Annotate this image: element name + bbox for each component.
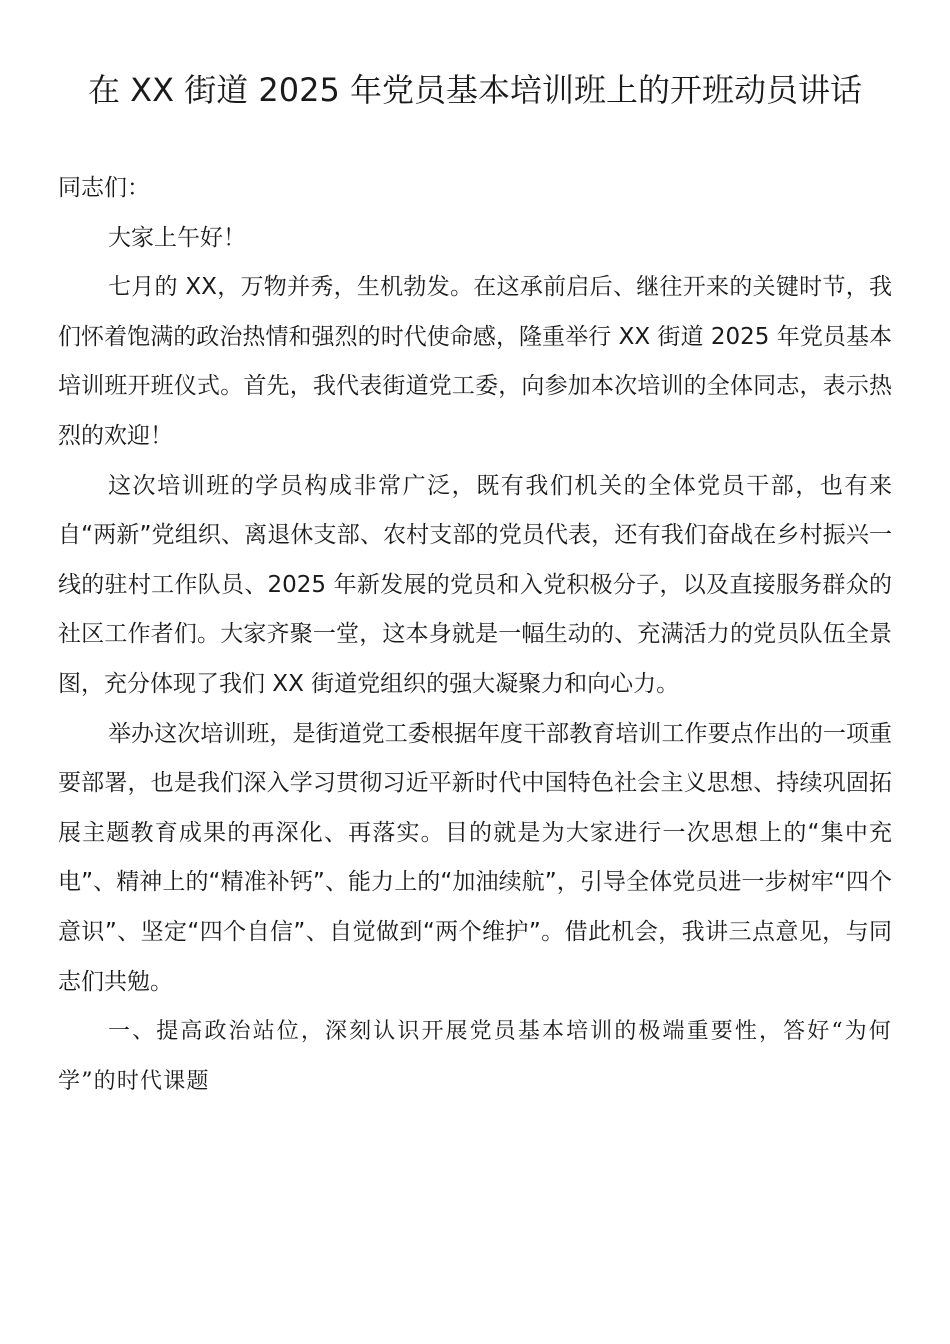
document-body [58,164,892,1106]
salutation: 同志们： [58,175,150,201]
purpose-paragraph: 举办这次培训班，是街道党工委根据年度干部教育培训工作要点作出的一项重要部署，也是我们深入学习贯彻习近平新时代中国特色社会主义思想、持续巩固拓展主题教育成果的再深化、再落实。目的就是为大家进行一次思想上的“集中充电”、精神上的“精准补钙”、能力上的“加油续航”，引导全体党员进一步树牢“四个意识”、坚定“四个自信”、自觉做到“两个维护”。借此机会，我讲三点意见，与同志们共勉。 [58,720,892,995]
opening-paragraph: 七月的 XX，万物并秀，生机勃发。在这承前启后、继往开来的关键时节，我们怀着饱满的政治热情和强烈的时代使命感，隆重举行 XX 街道 2025 年党员基本培训班开班仪式。首先，我代表街道党工委，向参加本次培训的全体同志，表示热烈的欢迎！ [58,274,892,449]
document-title: 在 XX 街道 2025 年党员基本培训班上的开班动员讲话 [88,71,862,109]
participants-paragraph: 这次培训班的学员构成非常广泛，既有我们机关的全体党员干部，也有来自“两新”党组织、离退休支部、农村支部的党员代表，还有我们奋战在乡村振兴一线的驻村工作队员、2025 年新发展的党员和入党积极分子，以及直接服务群众的社区工作者们。大家齐聚一堂，这本身就是一幅生动的、充满活力的党员队伍全景图，充分体现了我们 XX 街道党组织的强大凝聚力和向心力。 [58,472,892,697]
greeting-paragraph: 大家上午好！ [108,224,246,251]
section-heading: 一、提高政治站位，深刻认识开展党员基本培训的极端重要性，答好“为何学”的时代课题 [58,1019,892,1094]
